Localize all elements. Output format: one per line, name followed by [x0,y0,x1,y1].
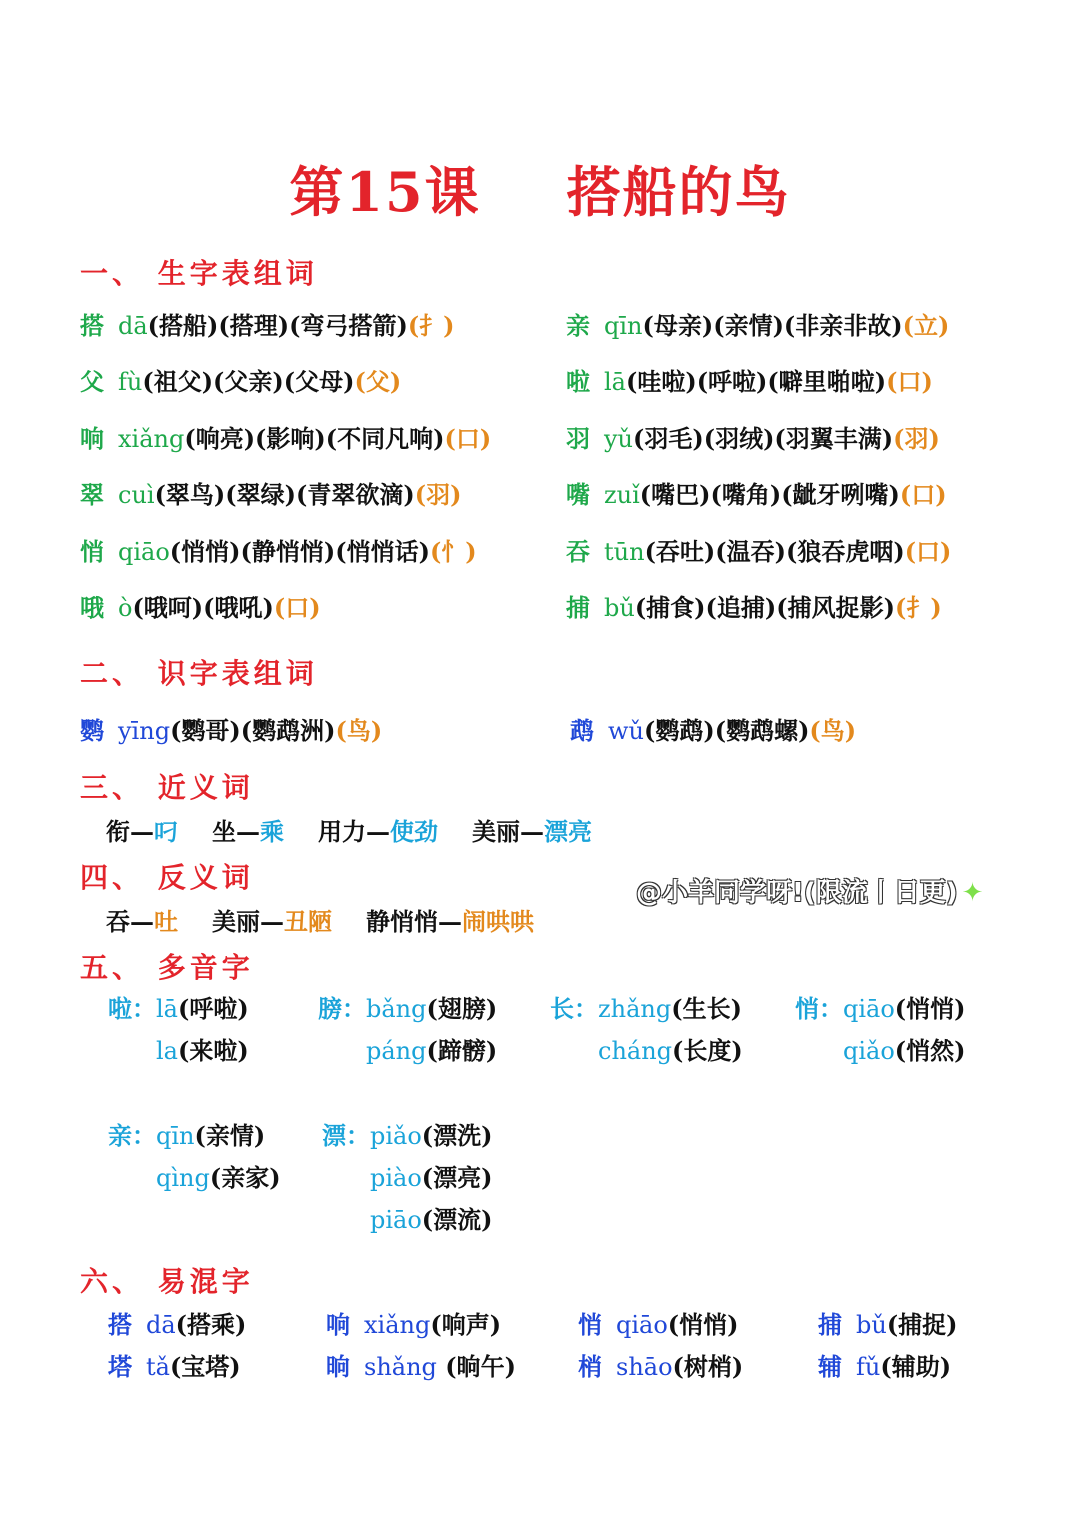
polyphone-word: (漂流) [421,1205,493,1234]
vocab-radical: (扌) [407,311,455,340]
polyphone-reading [370,1199,493,1241]
vocab-radical: (口) [444,424,492,453]
vocab-row [566,362,933,397]
vocab-words: (翠鸟)(翠绿)(青翠欲滴) [154,480,415,509]
polyphone-readings [156,988,249,1072]
confusable-pinyin: tǎ [146,1353,170,1381]
polyphone-reading [598,988,743,1030]
polyphone-reading [366,988,497,1030]
polyphone-readings [370,1115,493,1241]
recognition-pinyin: yīng [118,717,171,745]
polyphone-word: (亲家) [209,1163,281,1192]
polyphone-reading [156,1115,281,1157]
confusable-entry [818,1347,951,1382]
confusable-char: 塔 [108,1352,132,1381]
confusable-char: 辅 [818,1352,842,1381]
vocab-char: 吞 [566,537,590,566]
polyphone-pinyin: piāo [370,1206,422,1234]
polyphone-entry [108,1115,281,1199]
vocab-pinyin: yǔ [604,425,634,453]
vocab-radical: (扌) [894,593,942,622]
vocab-pinyin: cuì [118,481,155,509]
confusable-entry [326,1347,516,1382]
recognition-radical: (鸟) [335,716,383,745]
vocab-row [566,475,947,510]
polyphone-reading [370,1115,493,1157]
polyphone-reading [598,1030,743,1072]
vocab-char: 哦 [80,593,104,622]
synonym-word: 坐 [212,817,236,846]
recognition-radical: (鸟) [809,716,857,745]
polyphone-pinyin: lā [156,995,178,1023]
polyphone-reading [843,988,966,1030]
confusable-word: (悄悄) [667,1310,739,1339]
polyphone-char: 长： [550,994,598,1023]
polyphone-readings [598,988,743,1072]
confusable-char: 捕 [818,1310,842,1339]
vocab-words: (嘴巴)(嘴角)(龇牙咧嘴) [639,480,900,509]
recognition-char: 鹉 [570,716,594,745]
synonym-word: 美丽 [472,817,520,846]
polyphone-char: 膀： [318,994,366,1023]
synonym-word: 用力 [318,817,366,846]
antonym-pair [366,907,534,936]
vocab-pinyin: lā [604,368,626,396]
polyphone-pinyin: qiǎo [843,1037,895,1065]
vocab-radical: (口) [886,367,933,396]
antonym-word: 静悄悄 [366,907,438,936]
polyphone-pinyin: piǎo [370,1122,422,1150]
vocab-words: (羽毛)(羽绒)(羽翼丰满) [633,424,894,453]
confusable-char: 响 [326,1310,350,1339]
vocab-radical: (口) [904,537,952,566]
recognition-char: 鹦 [80,716,104,745]
polyphone-pinyin: piào [370,1164,422,1192]
confusable-pinyin: qiāo [616,1311,668,1339]
confusable-pinyin: shāo [616,1353,673,1381]
confusable-entry [578,1347,743,1382]
confusable-char: 搭 [108,1310,132,1339]
confusable-entry [108,1347,241,1382]
synonym-dash: — [366,817,390,846]
recognition-pinyin: wǔ [608,717,644,745]
synonym-word: 衔 [106,817,130,846]
vocab-words: (哇啦)(呼啦)(噼里啪啦) [625,367,887,396]
polyphone-entry [322,1115,493,1241]
confusable-pinyin: xiǎng [364,1311,431,1339]
confusable-entry [326,1305,501,1340]
vocab-pinyin: ò [118,594,133,622]
polyphone-entry [318,988,497,1072]
vocab-char: 捕 [566,593,590,622]
polyphone-readings [156,1115,281,1199]
vocab-words: (吞吐)(温吞)(狼吞虎咽) [644,537,905,566]
watermark [636,872,983,909]
vocab-pinyin: fù [118,368,143,396]
polyphone-word: (生长) [671,994,742,1023]
vocab-words: (母亲)(亲情)(非亲非故) [642,311,903,340]
vocab-pinyin: qiāo [118,538,170,566]
vocab-pinyin: zuǐ [604,481,640,509]
recognition-words: (鹦哥)(鹦鹉洲) [170,716,336,745]
polyphone-char: 亲： [108,1121,156,1150]
lesson-number: 第15课 [289,160,481,224]
confusable-pinyin: dā [146,1311,176,1339]
section-heading-3: 三、 近义词 [80,771,254,804]
vocab-radical: (羽) [414,480,462,509]
polyphone-word: (蹄髈) [426,1036,498,1065]
confusable-char: 梢 [578,1352,602,1381]
polyphone-pinyin: qìng [156,1164,210,1192]
polyphone-reading [843,1030,966,1072]
synonym-pair [212,817,284,846]
section-heading-1: 一、 生字表组词 [80,257,318,290]
confusable-entry [818,1305,958,1340]
confusable-entry [108,1305,246,1340]
confusable-char: 悄 [578,1310,602,1339]
confusable-word: (捕捉) [886,1310,958,1339]
antonym-row [106,902,568,937]
polyphone-word: (翅膀) [426,994,498,1023]
confusable-word: (搭乘) [175,1310,247,1339]
confusable-word: (树梢) [672,1352,744,1381]
section-heading-2: 二、 识字表组词 [80,657,318,690]
page-title [0,150,1080,227]
antonym-pair [212,907,332,936]
polyphone-word: (来啦) [177,1036,249,1065]
vocab-words: (响亮)(影响)(不同凡响) [184,424,445,453]
synonym-match: 漂亮 [544,817,592,846]
polyphone-word: (漂亮) [421,1163,493,1192]
confusable-entry [578,1305,739,1340]
vocab-pinyin: xiǎng [118,425,185,453]
vocab-row [566,588,942,623]
confusable-char: 晌 [326,1352,350,1381]
synonym-pair [106,817,178,846]
polyphone-pinyin: bǎng [366,995,427,1023]
recognition-words: (鹦鹉)(鹦鹉螺) [644,716,810,745]
vocab-radical: (父) [354,367,402,396]
lesson-name: 搭船的鸟 [566,160,791,224]
vocab-char: 响 [80,424,104,453]
vocab-char: 嘴 [566,480,590,509]
vocab-pinyin: dā [118,312,148,340]
polyphone-word: (亲情) [194,1121,266,1150]
synonym-match: 叼 [154,817,178,846]
polyphone-readings [843,988,966,1072]
synonym-match: 使劲 [390,817,438,846]
antonym-word: 美丽 [212,907,260,936]
vocab-row [80,475,461,510]
vocab-words: (祖父)(父亲)(父母) [142,367,355,396]
confusable-word: (响声) [430,1310,502,1339]
polyphone-reading [366,1030,497,1072]
vocab-words: (捕食)(追捕)(捕风捉影) [634,593,895,622]
polyphone-pinyin: qīn [156,1122,195,1150]
polyphone-reading [156,1157,281,1199]
vocab-pinyin: bǔ [604,594,635,622]
vocab-row [566,532,951,567]
synonym-pair [472,817,592,846]
polyphone-char: 啦： [108,994,156,1023]
confusable-word: (辅助) [880,1352,952,1381]
vocab-char: 啦 [566,367,590,396]
vocab-row [80,306,455,341]
vocab-char: 亲 [566,311,590,340]
vocab-row [80,588,321,623]
section-heading-4: 四、 反义词 [80,861,254,894]
sparkle-icon: ✦ [961,878,984,908]
vocab-pinyin: qīn [604,312,643,340]
vocab-char: 翠 [80,480,104,509]
vocab-radical: (立) [902,311,950,340]
polyphone-reading [156,1030,249,1072]
watermark-text: @小羊同学呀!(限流丨日更) [636,878,958,908]
recognition-row [80,711,382,746]
confusable-word: (宝塔) [169,1352,241,1381]
vocab-char: 悄 [80,537,104,566]
polyphone-reading [156,988,249,1030]
vocab-row [80,532,477,567]
vocab-row [566,306,949,341]
vocab-words: (哦呵)(哦吼) [132,593,274,622]
antonym-pair [106,907,178,936]
polyphone-pinyin: la [156,1037,178,1065]
synonym-row [106,812,626,847]
polyphone-word: (长度) [672,1036,743,1065]
vocab-row [566,419,940,454]
vocab-words: (悄悄)(静悄悄)(悄悄话) [169,537,430,566]
antonym-dash: — [130,907,154,936]
polyphone-reading [370,1157,493,1199]
section-heading-6: 六、 易混字 [80,1265,254,1298]
confusable-pinyin: fǔ [856,1353,881,1381]
polyphone-entry [795,988,966,1072]
synonym-dash: — [236,817,260,846]
vocab-radical: (口) [899,480,947,509]
vocab-row [80,362,401,397]
vocab-char: 羽 [566,424,590,453]
polyphone-pinyin: qiāo [843,995,895,1023]
synonym-dash: — [130,817,154,846]
polyphone-char: 悄： [795,994,843,1023]
synonym-match: 乘 [260,817,284,846]
polyphone-readings [366,988,497,1072]
polyphone-pinyin: cháng [598,1037,673,1065]
polyphone-char: 漂： [322,1121,370,1150]
antonym-dash: — [260,907,284,936]
section-heading-5: 五、 多音字 [80,951,254,984]
vocab-radical: (忄) [429,537,477,566]
polyphone-entry [108,988,249,1072]
synonym-dash: — [520,817,544,846]
confusable-pinyin: bǔ [856,1311,887,1339]
polyphone-word: (呼啦) [177,994,249,1023]
antonym-match: 丑陋 [284,907,332,936]
recognition-row [570,711,856,746]
vocab-radical: (羽) [893,424,940,453]
polyphone-word: (悄然) [894,1036,966,1065]
synonym-pair [318,817,438,846]
vocab-char: 搭 [80,311,104,340]
vocab-radical: (口) [273,593,321,622]
vocab-char: 父 [80,367,104,396]
polyphone-word: (漂洗) [421,1121,493,1150]
polyphone-word: (悄悄) [894,994,966,1023]
confusable-word: (晌午) [436,1352,516,1381]
antonym-word: 吞 [106,907,130,936]
polyphone-pinyin: zhǎng [598,995,672,1023]
vocab-row [80,419,491,454]
confusable-pinyin: shǎng [364,1353,437,1381]
vocab-pinyin: tūn [604,538,645,566]
vocab-words: (搭船)(搭理)(弯弓搭箭) [147,311,408,340]
polyphone-entry [550,988,743,1072]
polyphone-pinyin: páng [366,1037,427,1065]
antonym-match: 吐 [154,907,178,936]
antonym-dash: — [438,907,462,936]
antonym-match: 闹哄哄 [462,907,534,936]
